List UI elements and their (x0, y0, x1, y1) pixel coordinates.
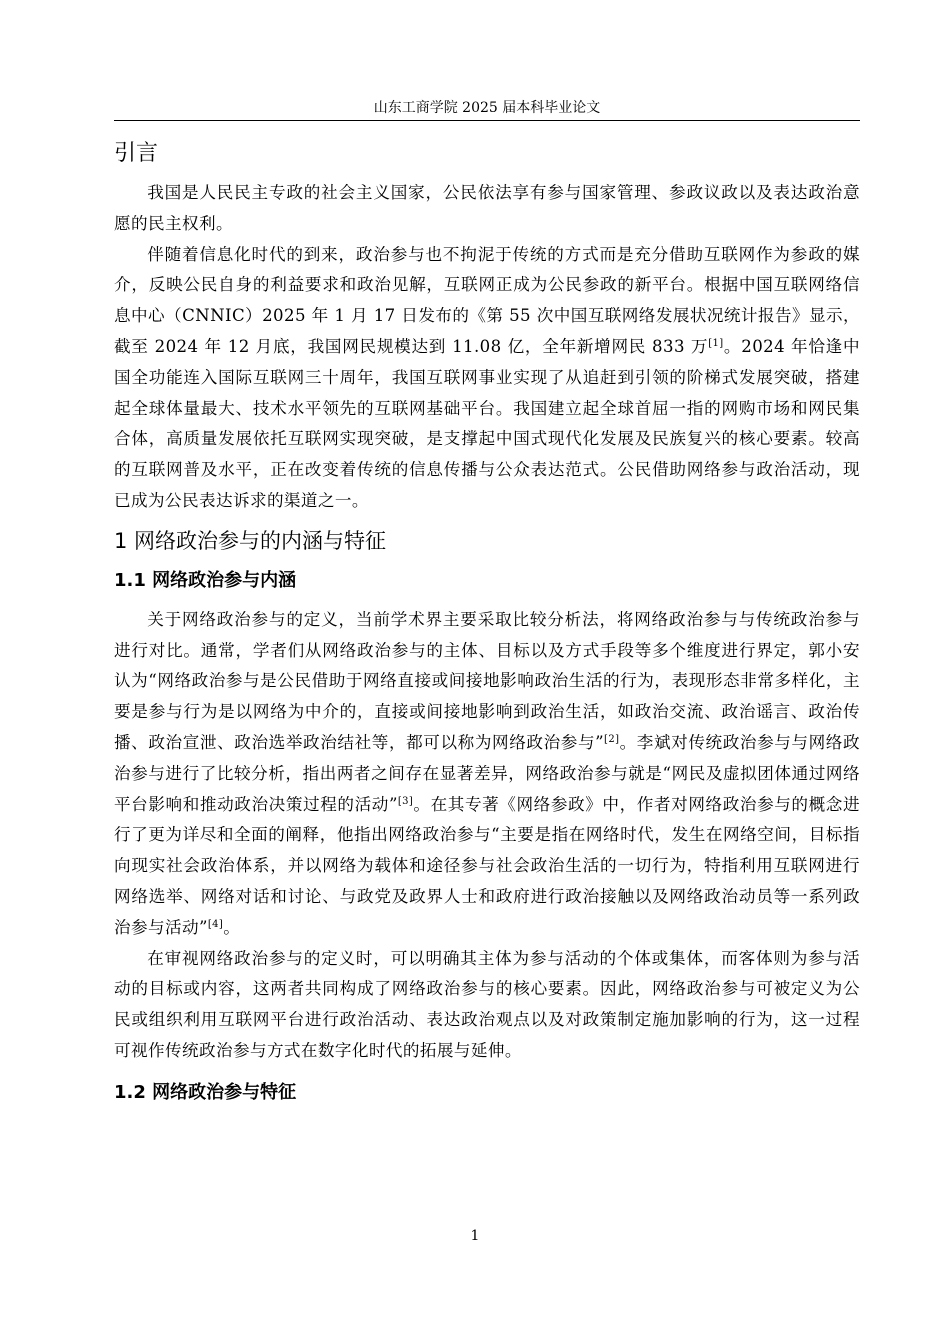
paragraph-text: 伴随着信息化时代的到来，政治参与也不拘泥于传统的方式而是充分借助互联网作为参政的媒介，反映公民自身的利益要求和政治见解，互联网正成为公民参政的新平台。根据中国互联网络信息中心（CNNIC）2025 年 1 月 17 日发布的《第 55 次中国互联网络发展状况统计报告》显示，截至 2024 年 12 月底，我国网民规模达到 11.08 亿，全年新增网民 833 万 (114, 244, 860, 356)
chapter-heading-1: 1 网络政治参与的内涵与特征 (114, 528, 387, 553)
paragraph-text: 。李斌对传统政治参与与网络政治参与进行了比较分析，指出两者之间存在显著差异，网络政治参与就是“网民及虚拟团体通过网络平台影响和推动政治决策过程的活动” (114, 732, 860, 814)
paragraph-text: 关于网络政治参与的定义，当前学术界主要采取比较分析法，将网络政治参与与传统政治参与进行对比。通常，学者们从网络政治参与的主体、目标以及方式手段等多个维度进行界定，郭小安认为“网络政治参与是公民借助于网络直接或间接地影响政治生活的行为，表现形态非常多样化，主要是参与行为是以网络为中介的，直接或间接地影响到政治生活，如政治交流、政治谣言、政治传播、政治宣泄、政治选举政治结社等，都可以称为网络政治参与” (114, 609, 860, 752)
paragraph-intro-2 (114, 240, 860, 517)
paragraph-1-1-a (114, 605, 860, 944)
citation-ref-3: [3] (397, 795, 414, 807)
page-body (114, 134, 860, 1117)
subsection-heading-1-2: 1.2 网络政治参与特征 (114, 1081, 297, 1103)
citation-ref-1: [1] (708, 337, 724, 349)
paragraph-text: 我国是人民民主专政的社会主义国家，公民依法享有参与国家管理、参政议政以及表达政治意愿的民主权利。 (114, 183, 860, 233)
citation-ref-2: [2] (604, 733, 620, 745)
citation-ref-4: [4] (207, 918, 224, 930)
paragraph-text: 在审视网络政治参与的定义时，可以明确其主体为参与活动的个体或集体，而客体则为参与活动的目标或内容，这两者共同构成了网络政治参与的核心要素。因此，网络政治参与可被定义为公民或组织利用互联网平台进行政治活动、表达政治观点以及对政策制定施加影响的行为，这一过程可视作传统政治参与方式在数字化时代的拓展与延伸。 (114, 948, 860, 1060)
header-rule (114, 120, 860, 121)
paragraph-intro-1 (114, 178, 860, 240)
subsection-heading-1-1: 1.1 网络政治参与内涵 (114, 569, 297, 591)
paragraph-text: 。在其专著《网络参政》中，作者对网络政治参与的概念进行了更为详尽和全面的阐释，他指出网络政治参与“主要是指在网络时代，发生在网络空间，目标指向现实社会政治体系，并以网络为载体和途径参与社会政治生活的一切行为，特指利用互联网进行网络选举、网络对话和讨论、与政党及政界人士和政府进行政治接触以及网络政治动员等一系列政治参与活动” (114, 794, 860, 937)
paragraph-text: 。2024 年恰逢中国全功能连入国际互联网三十周年，我国互联网事业实现了从追赶到引领的阶梯式发展突破，搭建起全球体量最大、技术水平领先的互联网基础平台。我国建立起全球首屈一指的网购市场和网民集合体，高质量发展依托互联网实现突破，是支撑起中国式现代化发展及民族复兴的核心要素。较高的互联网普及水平，正在改变着传统的信息传播与公众表达范式。公民借助网络参与政治活动，现已成为公民表达诉求的渠道之一。 (114, 336, 860, 510)
running-header: 山东工商学院 2025 届本科毕业论文 (373, 100, 601, 116)
page-number: 1 (470, 1228, 480, 1244)
paragraph-1-1-b (114, 944, 860, 1067)
paragraph-text: 。 (223, 917, 241, 937)
section-heading-intro: 引言 (114, 141, 159, 166)
